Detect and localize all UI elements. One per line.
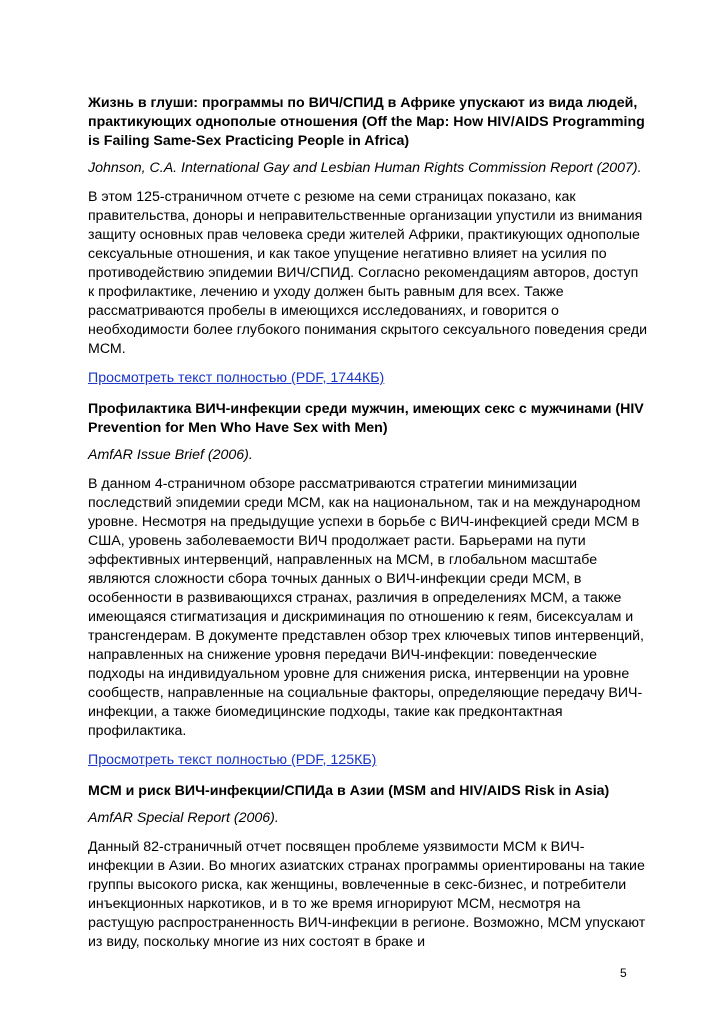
resource-entry-2 [88, 400, 648, 780]
resource-entry-3 [88, 782, 648, 952]
entry-title: Жизнь в глуши: программы по ВИЧ/СПИД в Африке упускают из вида людей, практикующих однополые отношения (Off the Map: How HIV/AIDS Programming is Failing Same-Sex Practicing People in Africa) [88, 95, 645, 149]
entry-title: Профилактика ВИЧ-инфекции среди мужчин, имеющих секс с мужчинами (HIV Prevention for Men Who Have Sex with Men) [88, 401, 644, 436]
entry-citation: AmfAR Special Report (2006). [88, 810, 279, 826]
entry-description: В данном 4-страничном обзоре рассматриваются стратегии минимизации последствий эпидемии среди МСМ, как на национальном, так и на международном уровне. Несмотря на предыдущие успехи в борьбе с ВИЧ-инфекцией среди МСМ в США, уровень заболеваемости ВИЧ продолжает расти. Барьерами на пути эффективных интервенций, направленных на МСМ, в глобальном масштабе являются сложности сбора точных данных о ВИЧ-инфекции среди МСМ, в особенности в развивающихся странах, различия в определениях МСМ, а также имеющаяся стигматизация и дискриминация по отношению к геям, бисексуалам и трансгендерам. В документе представлен обзор трех ключевых типов интервенций, направленных на снижение уровня передачи ВИЧ-инфекции: поведенческие подходы на индивидуальном уровне для снижения риска, интервенции на уровне сообществ, направленные на социальные факторы, определяющие передачу ВИЧ-инфекции, а также биомедицинские подходы, такие как предконтактная профилактика. [88, 476, 644, 739]
page-number: 5 [620, 966, 627, 980]
entry-description: В этом 125-страничном отчете с резюме на семи страницах показано, как правительства, доноры и неправительственные организации упустили из внимания защиту основных прав человека среди жителей Африки, практикующих однополые сексуальные отношения, и как такое упущение негативно влияет на усилия по противодействию эпидемии ВИЧ/СПИД. Согласно рекомендациям авторов, доступ к профилактике, лечению и уходу должен быть равным для всех. Также рассматриваются пробелы в имеющихся исследованиях, и говорится о необходимости более глубокого понимания скрытого сексуального поведения среди МСМ. [88, 189, 648, 357]
entry-title: МСМ и риск ВИЧ-инфекции/СПИДа в Азии (MSM and HIV/AIDS Risk in Asia) [88, 783, 610, 799]
resource-entry-1 [88, 94, 648, 398]
entry-citation: Johnson, C.A. International Gay and Lesbian Human Rights Commission Report (2007). [88, 160, 642, 176]
document-page [88, 94, 648, 962]
entry-citation: AmfAR Issue Brief (2006). [88, 447, 253, 463]
entry-description: Данный 82-страничный отчет посвящен проблеме уязвимости МСМ к ВИЧ-инфекции в Азии. Во многих азиатских странах программы ориентированы на такие группы высокого риска, как женщины, вовлеченные в секс-бизнес, и потребители инъекционных наркотиков, и в то же время игнорируют МСМ, несмотря на растущую распространенность ВИЧ-инфекции в регионе. Возможно, МСМ упускают из виду, поскольку многие из них состоят в браке и [88, 839, 646, 950]
view-full-text-link[interactable]: Просмотреть текст полностью (PDF, 1744КБ) [88, 370, 385, 386]
view-full-text-link[interactable]: Просмотреть текст полностью (PDF, 125КБ) [88, 752, 377, 768]
